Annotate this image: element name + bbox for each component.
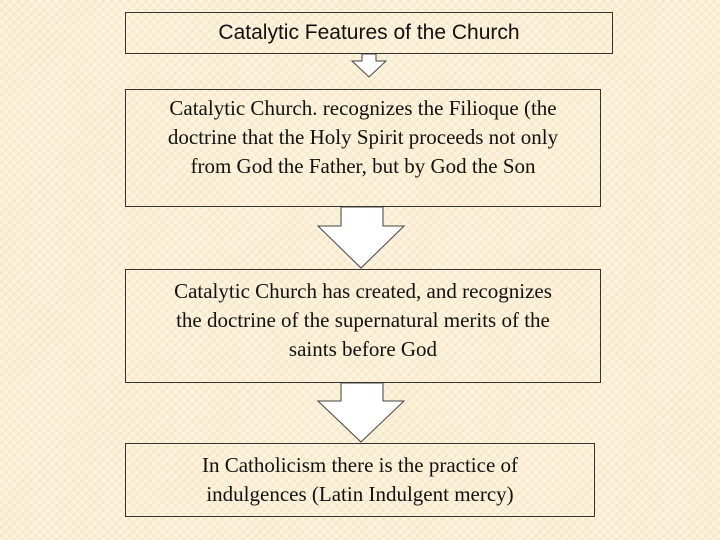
arrow-step-1-to-step-2 [318,207,404,268]
step-2-box [125,269,601,383]
step-3-text: In Catholicism there is the practice of indulgences (Latin Indulgent mercy) [201,453,519,506]
diagram-title: Catalytic Features of the Church [218,21,520,44]
step-1-box [125,89,601,207]
step-1-text: Catalytic Church. recognizes the Filioque (the doctrine that the Holy Spirit proceeds not only from God the Father, but by God the Son [167,96,559,178]
arrow-title-to-step-1 [352,54,386,77]
arrow-step-2-to-step-3 [318,383,404,442]
step-3-box [125,443,595,517]
diagram-title-box [125,12,613,54]
step-2-text: Catalytic Church has created, and recognizes the doctrine of the supernatural merits of the saints before God [174,279,552,361]
